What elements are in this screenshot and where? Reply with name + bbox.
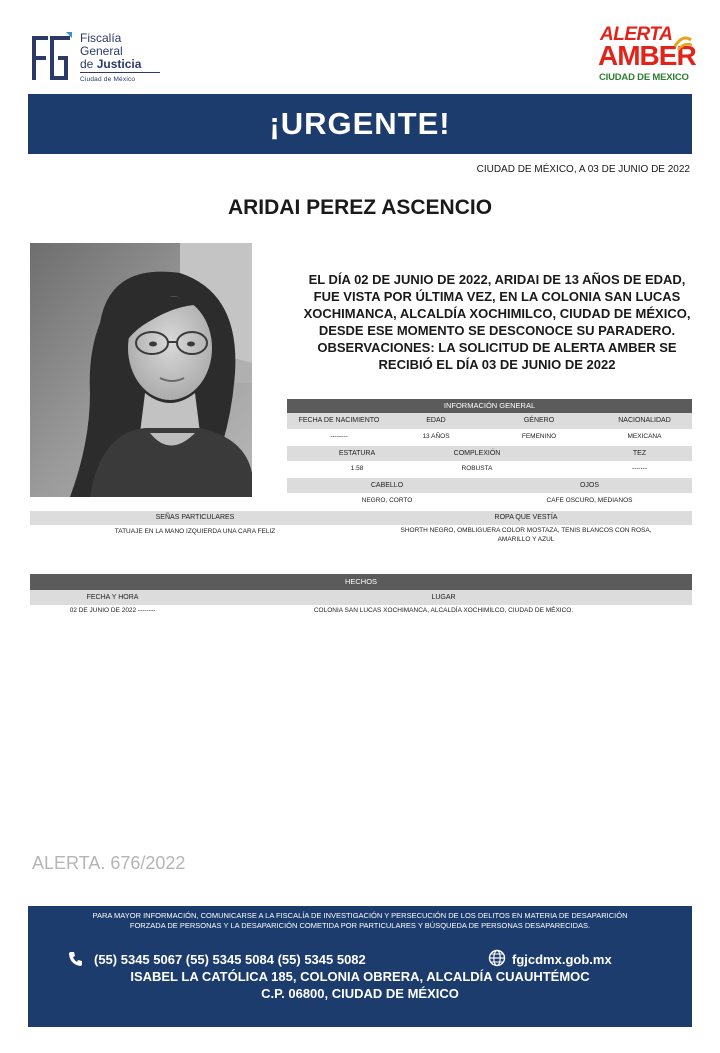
clothing-value	[360, 526, 692, 544]
fgj-emblem-icon	[28, 30, 74, 86]
event-date-value: 02 DE JUNIO DE 2022 --------	[69, 607, 156, 614]
amber-logo-line2: AMBER	[598, 40, 696, 71]
hair-value: NEGRO, CORTO	[361, 497, 413, 504]
person-name: ARIDAI PEREZ ASCENCIO	[227, 196, 493, 219]
footer-info-line2: FORZADA DE PERSONAS Y LA DESAPARICIÓN COMETIDA POR PARTICULARES Y BÚSQUEDA DE PERSONAS DESAPARECIDAS.	[129, 921, 591, 930]
complexion-label: TEZ	[632, 450, 647, 457]
fgj-name-line3-bold: Justicia	[96, 57, 142, 71]
case-description: EL DÍA 02 DE JUNIO DE 2022, ARIDAI DE 13 AÑOS DE EDAD, FUE VISTA POR ÚLTIMA VEZ, EN LA COLONIA SAN LUCAS XOCHIMANCA, ALCALDÍA XOCHIMILCO, CIUDAD DE MÉXICO, DESDE ESE MOMENTO SE DESCONOCE SU PARADERO. OBSERVACIONES: LA SOLICITUD DE ALERTA AMBER SE RECIBIÓ EL DÍA 03 DE JUNIO DE 2022	[303, 272, 691, 372]
fgj-name-line2: General	[80, 44, 123, 58]
hair-label: CABELLO	[370, 482, 404, 489]
footer	[28, 906, 692, 1027]
missing-person-photo	[30, 243, 252, 497]
event-date-label: FECHA Y HORA	[86, 594, 139, 601]
eyes-label: OJOS	[579, 482, 600, 489]
fgj-subtitle: Ciudad de México	[80, 76, 136, 83]
dateline: CIUDAD DE MÉXICO, A 03 DE JUNIO DE 2022	[476, 164, 690, 175]
phone-numbers: (55) 5345 5067 (55) 5345 5084 (55) 5345 5082	[94, 952, 366, 967]
portrait-image	[30, 243, 252, 497]
eyes-value: CAFE OSCURO, MEDIANOS	[546, 497, 633, 504]
fgj-name-line3	[80, 58, 141, 71]
globe-icon	[488, 949, 506, 967]
phone-icon	[68, 951, 84, 967]
website-link[interactable]: fgjcdmx.gob.mx	[512, 952, 612, 967]
gender-value: FEMENINO	[521, 433, 557, 440]
fgj-logo	[28, 30, 158, 90]
nationality-value: MEXICANA	[627, 433, 662, 440]
address-line2: C.P. 06800, CIUDAD DE MÉXICO	[261, 986, 459, 1001]
age-label: EDAD	[426, 417, 446, 424]
address-line1: ISABEL LA CATÓLICA 185, COLONIA OBRERA, ALCALDÍA CUAUHTÉMOC	[130, 969, 590, 984]
height-label: ESTATURA	[338, 450, 376, 457]
fgj-name-line3-prefix: de	[80, 57, 97, 71]
nationality-label: NACIONALIDAD	[618, 417, 671, 424]
birthdate-label: FECHA DE NACIMIENTO	[298, 417, 380, 424]
fgj-divider	[80, 72, 160, 73]
general-info-header: INFORMACIÓN GENERAL	[287, 399, 692, 413]
clothing-label: ROPA QUE VESTÍA	[494, 514, 558, 521]
amber-alert-logo	[596, 24, 696, 88]
build-label: COMPLEXIÓN	[453, 450, 501, 457]
gender-label: GÉNERO	[523, 417, 555, 424]
height-value: 1.58	[350, 465, 364, 472]
footer-info-line1: PARA MAYOR INFORMACIÓN, COMUNICARSE A LA FISCALÍA DE INVESTIGACIÓN Y PERSECUCIÓN DE LOS DELITOS EN MATERIA DE DESAPARICIÓN	[92, 911, 628, 920]
general-info-table	[287, 399, 692, 507]
fgj-name	[80, 32, 141, 71]
urgent-banner	[28, 94, 692, 154]
urgent-title: ¡URGENTE!	[269, 106, 451, 141]
birthdate-value: --------	[330, 433, 348, 440]
event-place-value: COLONIA SAN LUCAS XOCHIMANCA, ALCALDÍA XOCHIMILCO, CIUDAD DE MÉXICO.	[313, 607, 574, 614]
marks-value: TATUAJE EN LA MANO IZQUIERDA UNA CARA FELIZ	[114, 528, 276, 535]
event-place-label: LUGAR	[431, 594, 456, 601]
amber-logo-line1: ALERTA	[600, 24, 673, 45]
complexion-value: -------	[631, 465, 648, 472]
marks-label: SEÑAS PARTICULARES	[155, 514, 235, 521]
amber-logo-line3: CIUDAD DE MEXICO	[599, 72, 689, 83]
clothing-value-line1: SHORTH NEGRO, OMBLIGUERA COLOR MOSTAZA, TENIS BLANCOS CON ROSA,	[400, 527, 652, 534]
clothing-value-line2: AMARILLO Y AZUL	[497, 536, 555, 543]
events-header: HECHOS	[30, 574, 692, 590]
amber-signal-icon	[672, 30, 694, 52]
build-value: ROBUSTA	[461, 465, 493, 472]
alert-number: ALERTA. 676/2022	[32, 853, 186, 873]
fgj-name-line1: Fiscalía	[80, 31, 122, 45]
footer-info	[28, 911, 692, 931]
age-value: 13 AÑOS	[422, 433, 450, 440]
